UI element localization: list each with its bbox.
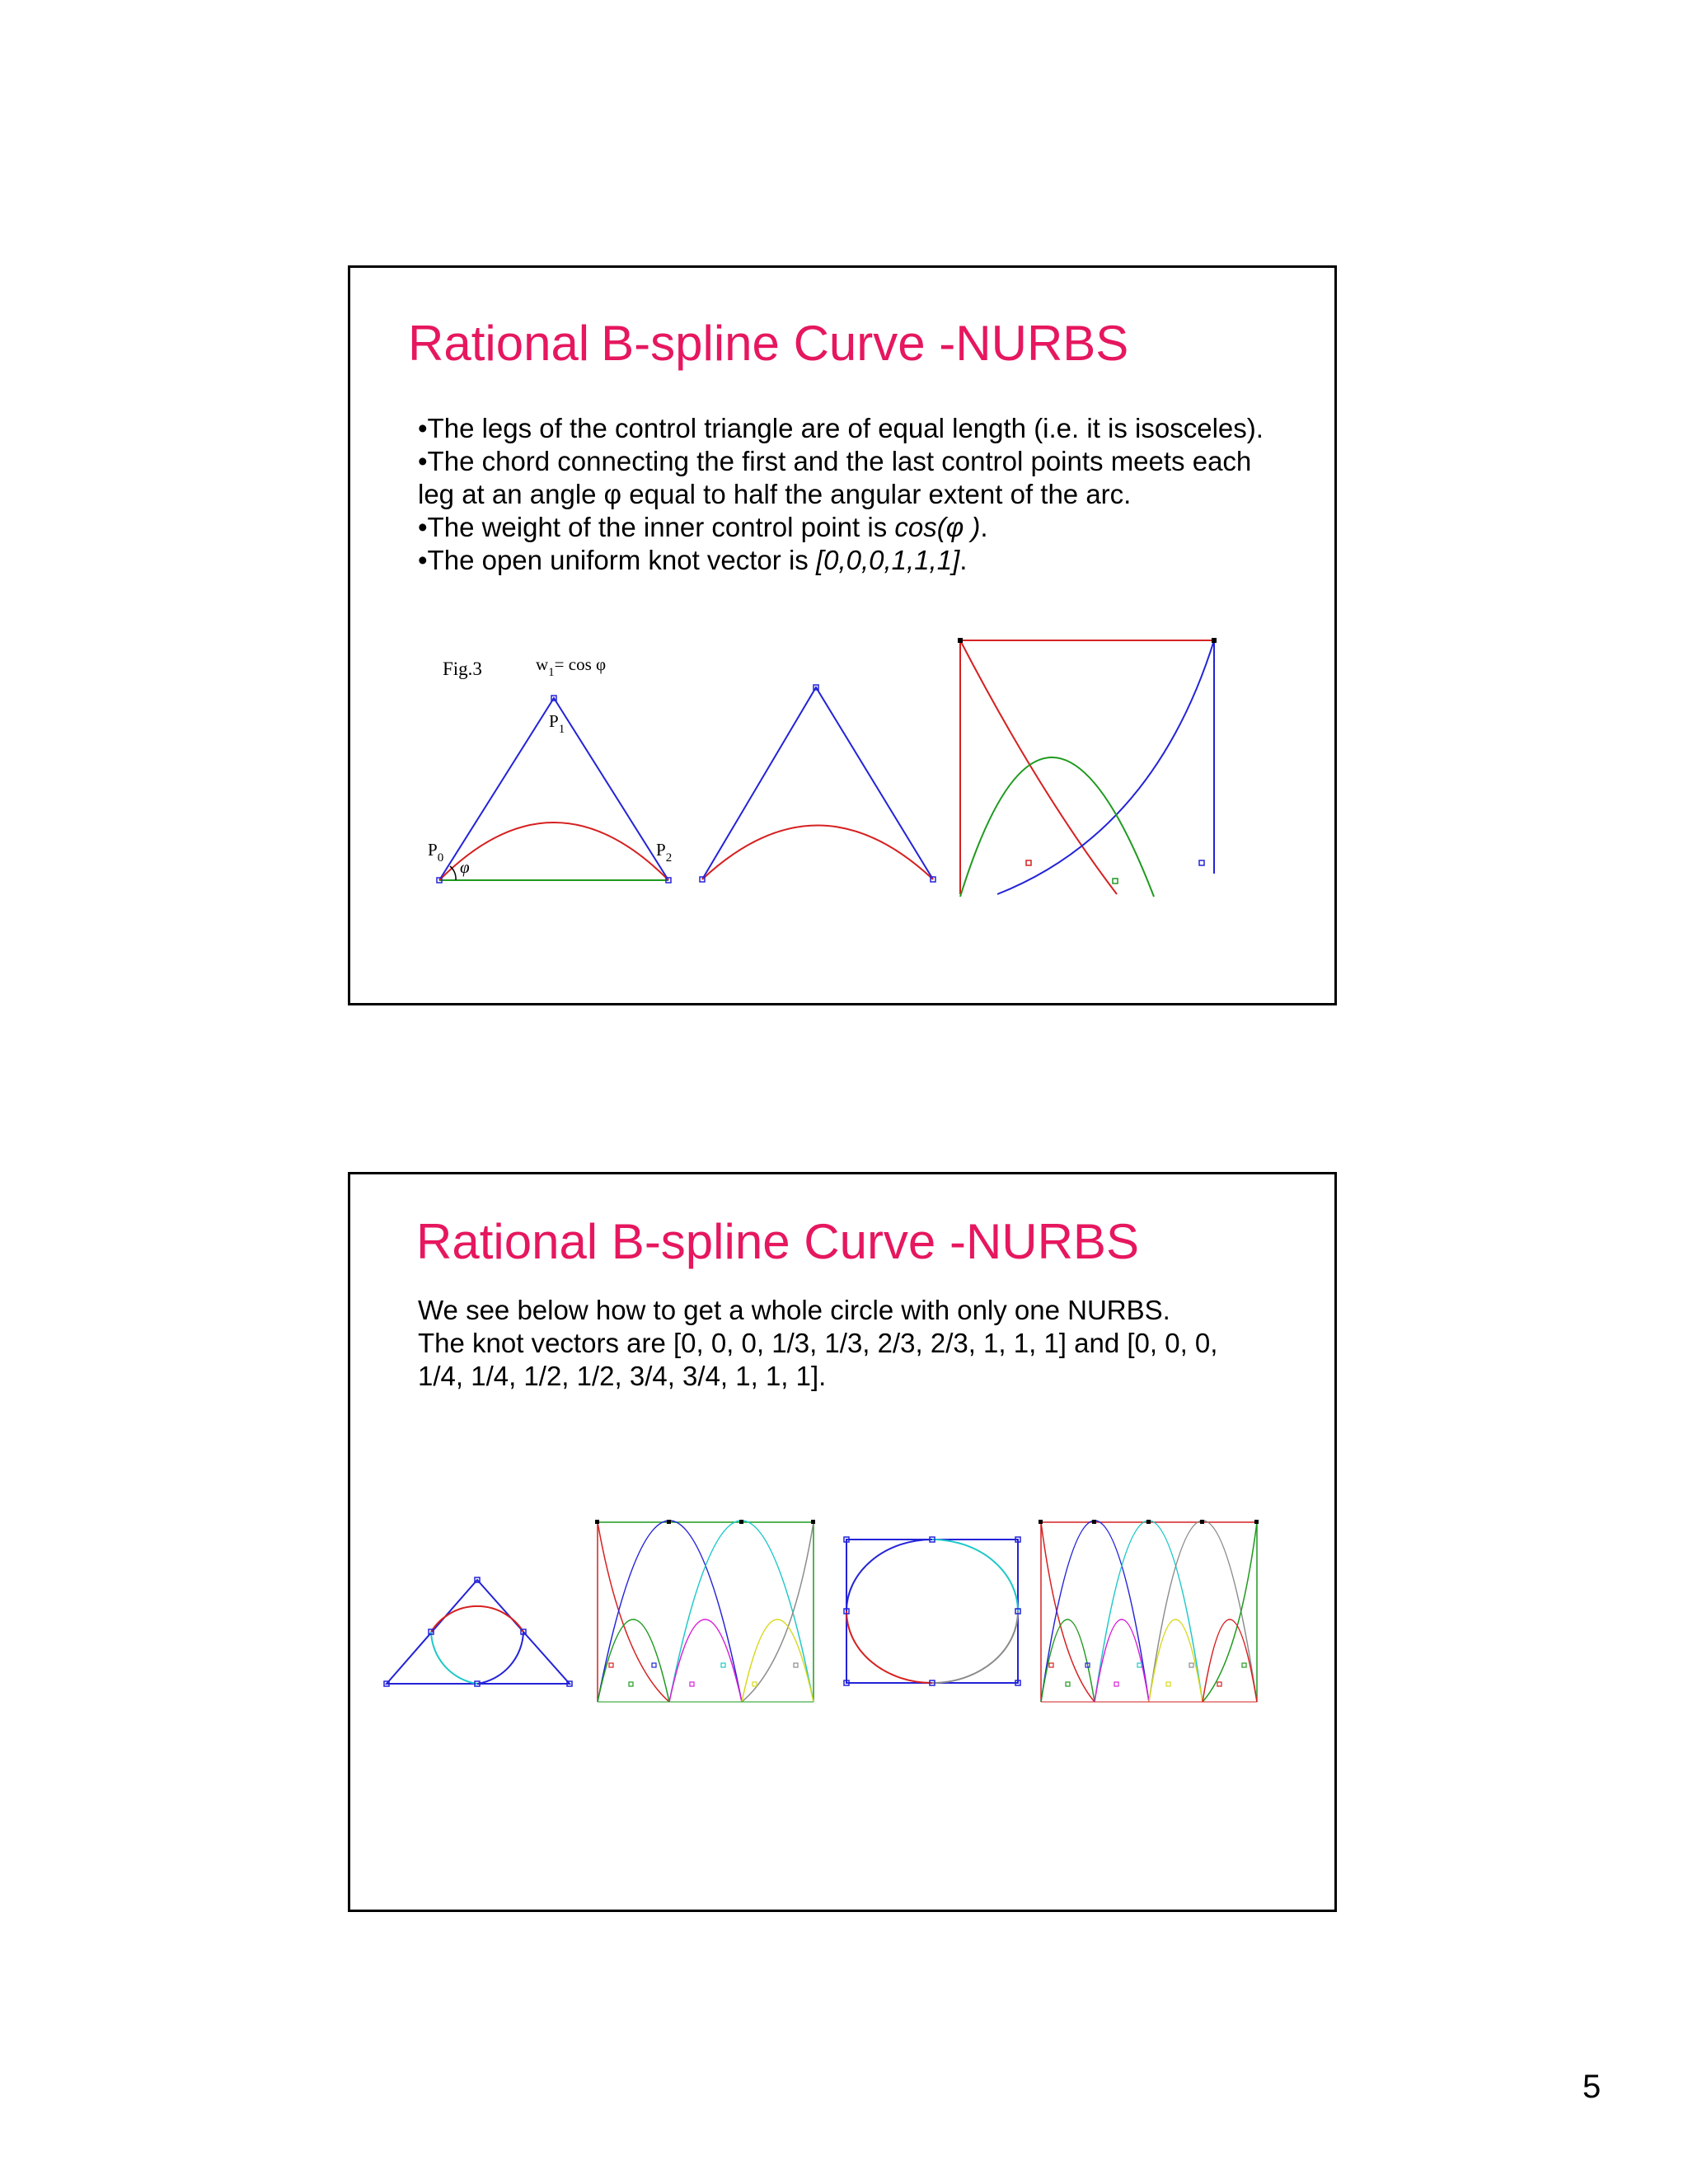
knot-marker: [1200, 1520, 1204, 1524]
bullet-line: •The chord connecting the first and the last control points meets each: [418, 446, 1252, 476]
weight-label: [536, 654, 606, 679]
title-part-1: Rational: [408, 316, 590, 371]
basis-curve: [742, 1522, 814, 1702]
basis-curve-blue: [997, 640, 1214, 894]
slide-2-title: Rational B-spline Curve -NURBS: [416, 1214, 1139, 1269]
page-number: 5: [1582, 2069, 1601, 2105]
knot-marker: [595, 1520, 599, 1524]
knot-marker: [1092, 1520, 1096, 1524]
control-point: [652, 1663, 656, 1667]
slide-2: [348, 1172, 1337, 1912]
weight-formula: cos(φ ): [894, 512, 981, 542]
knot-marker: [1212, 638, 1217, 643]
weight-sub: 1: [548, 666, 555, 679]
bullet-text: •The weight of the inner control point is: [418, 512, 895, 542]
basis-curve: [669, 1521, 814, 1702]
control-polygon: [387, 1580, 570, 1684]
knot-marker: [811, 1520, 815, 1524]
control-point: [1114, 1682, 1118, 1686]
control-point: [1113, 879, 1118, 883]
bullet-line: leg at an angle φ equal to half the angular extent of the arc.: [418, 479, 1132, 509]
control-point: [1049, 1663, 1053, 1667]
control-point: [1166, 1682, 1170, 1686]
arc-curve: [702, 826, 933, 880]
body-line: We see below how to get a whole circle with only one NURBS.: [418, 1295, 1170, 1325]
body-line: The knot vectors are [0, 0, 0, 1/3, 1/3, 2/3, 2/3, 1, 1, 1] and [0, 0, 0,: [418, 1328, 1218, 1358]
control-point: [1137, 1663, 1142, 1667]
slide-1-bullets: [418, 412, 1264, 577]
control-point: [690, 1682, 694, 1686]
knot-vector: [0,0,0,1,1,1]: [815, 545, 960, 575]
circle-arc-cyan: [932, 1540, 1018, 1611]
p2-letter: P: [656, 840, 666, 860]
slide-2-body: [418, 1294, 1217, 1393]
panel-basis-functions-1: [595, 1520, 815, 1702]
basis-curve: [742, 1619, 814, 1702]
figure-3-diagram: [412, 635, 1236, 948]
panel-basis-functions-2: [1039, 1520, 1259, 1702]
p2-sub: 2: [665, 851, 673, 865]
fig-label: Fig.3: [443, 658, 482, 679]
basis-curve-green: [960, 757, 1154, 897]
control-point: [1242, 1663, 1246, 1667]
arc-curve: [439, 823, 668, 880]
bullet-line: [418, 511, 1264, 544]
circle-arc-blue: [846, 1540, 932, 1611]
control-point: [1066, 1682, 1070, 1686]
panel-control-triangle: [428, 654, 672, 883]
basis-curve: [1095, 1619, 1149, 1702]
bullet-text: •The open uniform knot vector is: [418, 545, 816, 575]
slide-1: [348, 265, 1337, 1005]
body-line: 1/4, 1/4, 1/2, 1/2, 3/4, 3/4, 1, 1, 1].: [418, 1361, 827, 1391]
knot-marker: [1254, 1520, 1259, 1524]
knot-marker: [667, 1520, 671, 1524]
bullet-text: .: [980, 512, 988, 542]
slide-1-title: [408, 316, 1129, 371]
title-part-2: B-spline Curve -NURBS: [601, 316, 1129, 371]
phi-label: φ: [460, 857, 470, 877]
panel-basis-functions: [958, 638, 1217, 897]
circle-arc-red: [846, 1611, 932, 1683]
panel-triangle-circle: [384, 1577, 572, 1686]
control-point: [794, 1663, 798, 1667]
knot-marker: [1039, 1520, 1043, 1524]
p1-letter: P: [549, 711, 559, 731]
basis-curve: [1041, 1521, 1149, 1702]
p0-sub: 0: [437, 851, 444, 865]
basis-curve: [598, 1522, 669, 1702]
circle-arc-blue: [477, 1632, 523, 1684]
basis-curve: [1095, 1521, 1203, 1702]
basis-curve: [598, 1619, 669, 1702]
basis-curve: [1041, 1619, 1095, 1702]
circle-arc-gray: [932, 1611, 1018, 1683]
bullet-text: .: [959, 545, 968, 575]
bullet-line: •The legs of the control triangle are of equal length (i.e. it is isosceles).: [418, 413, 1264, 443]
control-point: [1026, 860, 1031, 865]
knot-marker: [958, 638, 963, 643]
knot-marker: [1146, 1520, 1151, 1524]
p2-label: [656, 840, 672, 865]
p0-letter: P: [428, 840, 438, 860]
weight-w: w: [536, 654, 549, 674]
basis-curve: [669, 1619, 742, 1702]
circle-arc-cyan: [431, 1632, 477, 1684]
control-point: [1199, 860, 1204, 865]
panel-triangle-arc: [700, 685, 935, 882]
basis-curve: [1203, 1619, 1257, 1702]
bullet-line: [418, 544, 1264, 577]
panel-square-circle: [844, 1537, 1020, 1685]
p1-label: [549, 711, 565, 736]
control-point: [629, 1682, 633, 1686]
basis-curve-red: [960, 640, 1117, 894]
p1-sub: 1: [558, 723, 565, 736]
control-point: [609, 1663, 613, 1667]
whole-circle-diagram: [375, 1471, 1323, 1735]
weight-rest: = cos φ: [554, 654, 607, 674]
basis-curve: [1041, 1522, 1095, 1702]
knot-marker: [739, 1520, 743, 1524]
basis-curve: [598, 1521, 742, 1702]
control-point: [1189, 1663, 1193, 1667]
circle-arc-red: [431, 1606, 523, 1632]
control-polygon: [702, 687, 933, 879]
basis-curve: [1203, 1522, 1257, 1702]
p0-label: [428, 840, 443, 865]
control-point: [721, 1663, 725, 1667]
basis-curve: [1149, 1619, 1203, 1702]
control-point: [1217, 1682, 1221, 1686]
control-point: [753, 1682, 757, 1686]
